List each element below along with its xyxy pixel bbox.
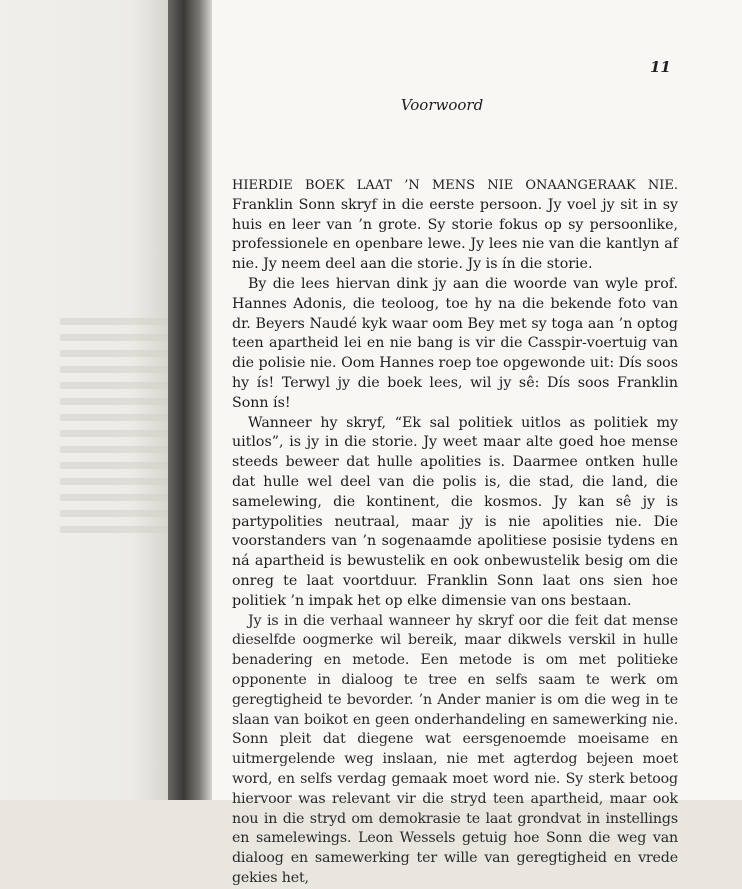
page-number: 11 (650, 58, 671, 76)
body-text (232, 176, 678, 889)
paragraph-text: Franklin Sonn skryf in die eerste persoon. Jy voel jy sit in sy huis en leer van ’n grote. Sy storie fokus op sy persoonlike, professionele en openbare lewe. Jy lees nie van die kantlyn af nie. Jy neem deel aan die storie. Jy is ín die storie. (232, 196, 678, 273)
paragraph-4 (232, 612, 678, 889)
paragraph-text: Jy is in die verhaal wanneer hy skryf oor die feit dat mense dieselfde oogmerke wil bereik, maar dikwels verskil in hulle benadering en metode. Een metode is om met politieke opponente in dialoog te tree en selfs saam te werk om geregtigheid te bevorder. ’n Ander manier is om die weg in te slaan van boikot en geen onderhandeling en samewerking nie. Sonn pleit dat diegene wat eersgenoemde moeisame en uitmergelende weg inslaan, nie met agterdog bejeen moet word, en selfs verdag gemaak moet word nie. Sy sterk betoog hiervoor was relevant vir die stryd teen apartheid, maar ook nou in die stryd om demokrasie te laat grondvat in instellings en samelewings. Leon Wessels getuig hoe Sonn die weg van dialoog en samewerking ter wille van geregtigheid en vrede gekies het, (232, 612, 678, 886)
previous-page (0, 0, 190, 800)
paragraph-text: By die lees hiervan dink jy aan die woorde van wyle prof. Hannes Adonis, die teoloog, toe hy na die bekende foto van dr. Beyers Naudé kyk waar oom Bey met sy toga aan ’n optog teen apartheid lei en nie bang is vir die Casspir-voertuig van die polisie nie. Oom Hannes roep toe opgewonde uit: Dís soos hy ís! Terwyl jy die boek lees, wil jy sê: Dís soos Franklin Sonn ís! (232, 275, 678, 411)
paragraph-1 (232, 176, 678, 275)
paragraph-2 (232, 275, 678, 414)
paragraph-lead: HIERDIE BOEK LAAT ’N MENS NIE ONAANGERAAK NIE. (232, 178, 678, 193)
paragraph-3 (232, 414, 678, 612)
paragraph-text: Wanneer hy skryf, “Ek sal politiek uitlos as politiek my uitlos”, is jy in die storie. Jy weet maar alte goed hoe mense steeds beweer dat hulle apolities is. Daarmee ontken hulle dat hulle wel deel van die polis is, die stad, die land, die samelewing, die kontinent, die kosmos. Jy kan sê jy is partypolities neutraal, maar jy is nie apolities nie. Die voorstanders van ’n sogenaamde apolitiese posisie tydens en ná apartheid is bewustelik en ook onbewustelik besig om die onreg te laat voortduur. Franklin Sonn laat ons sien hoe politiek ’n impak het op elke dimensie van ons bestaan. (232, 414, 678, 609)
book-page (212, 0, 742, 886)
show-through-text (60, 318, 170, 542)
chapter-title: Voorwoord (400, 96, 484, 114)
